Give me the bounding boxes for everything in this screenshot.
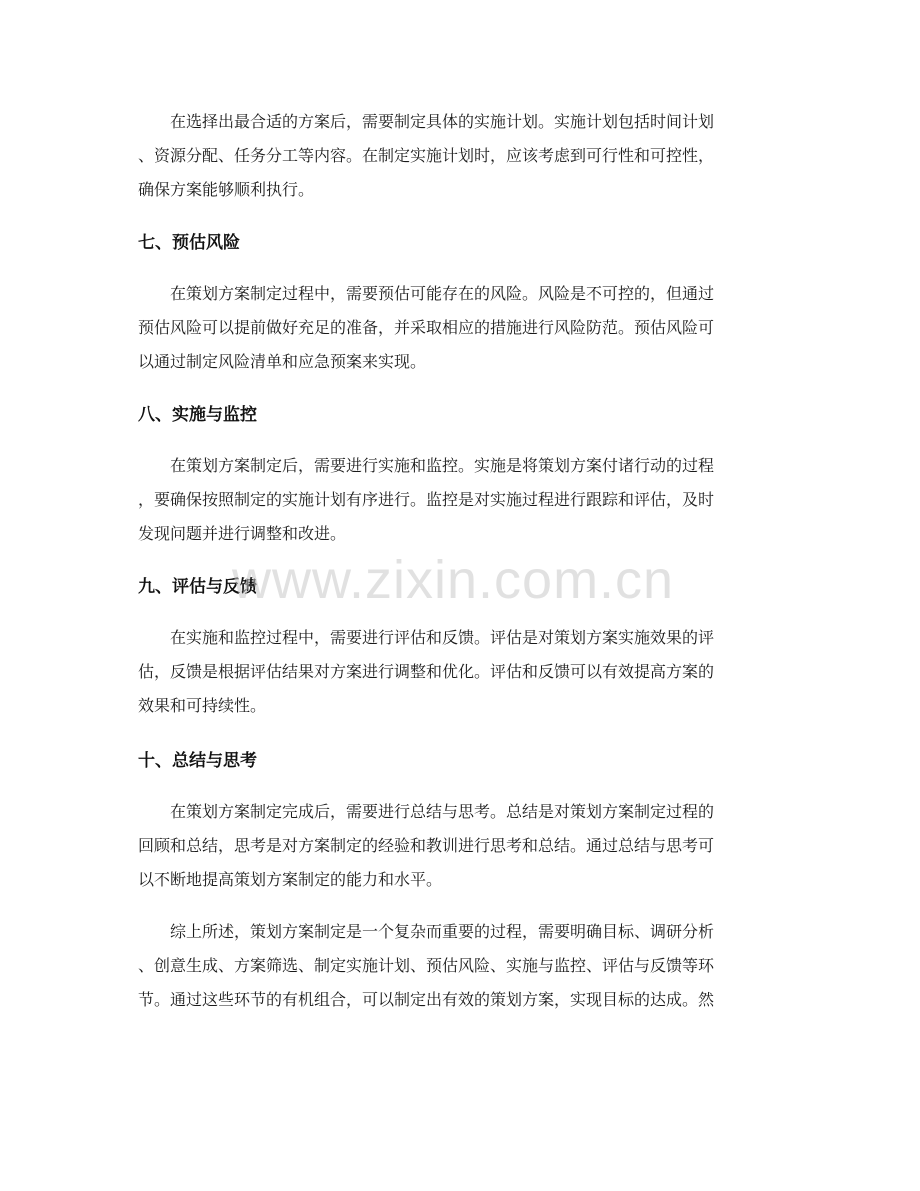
paragraph-line: 以通过制定风险清单和应急预案来实现。	[138, 352, 427, 371]
paragraph-line: 以不断地提高策划方案制定的能力和水平。	[138, 870, 443, 889]
paragraph-line: 预估风险可以提前做好充足的准备，并采取相应的措施进行风险防范。预估风险可	[138, 318, 715, 337]
paragraph-line: 估，反馈是根据评估结果对方案进行调整和优化。评估和反馈可以有效提高方案的	[138, 662, 715, 681]
section-heading-8: 八、实施与监控	[138, 405, 257, 425]
watermark: www.zixin.com.cn	[232, 550, 675, 610]
section-heading-7: 七、预估风险	[138, 233, 240, 253]
paragraph-line: 在选择出最合适的方案后，需要制定具体的实施计划。实施计划包括时间计划	[170, 112, 715, 131]
paragraph-line: ，要确保按照制定的实施计划有序进行。监控是对实施过程进行跟踪和评估，及时	[138, 490, 715, 509]
paragraph-line: 在实施和监控过程中，需要进行评估和反馈。评估是对策划方案实施效果的评	[170, 628, 715, 647]
paragraph-line: 在策划方案制定后，需要进行实施和监控。实施是将策划方案付诸行动的过程	[170, 456, 715, 475]
paragraph-line: 节。通过这些环节的有机组合，可以制定出有效的策划方案，实现目标的达成。然	[138, 990, 715, 1009]
paragraph-line: 回顾和总结，思考是对方案制定的经验和教训进行思考和总结。通过总结与思考可	[138, 836, 715, 855]
paragraph-line: 发现问题并进行调整和改进。	[138, 524, 347, 543]
paragraph-line: 、资源分配、任务分工等内容。在制定实施计划时，应该考虑到可行性和可控性，	[138, 146, 715, 165]
paragraph-line: 确保方案能够顺利执行。	[138, 180, 315, 199]
paragraph-line: 效果和可持续性。	[138, 696, 267, 715]
paragraph-line: 综上所述，策划方案制定是一个复杂而重要的过程，需要明确目标、调研分析	[170, 922, 715, 941]
section-heading-10: 十、总结与思考	[138, 751, 257, 771]
section-heading-9: 九、评估与反馈	[138, 577, 257, 597]
paragraph-line: 在策划方案制定完成后，需要进行总结与思考。总结是对策划方案制定过程的	[170, 802, 715, 821]
paragraph-line: 在策划方案制定过程中，需要预估可能存在的风险。风险是不可控的，但通过	[170, 284, 715, 303]
paragraph-line: 、创意生成、方案筛选、制定实施计划、预估风险、实施与监控、评估与反馈等环	[138, 956, 715, 975]
